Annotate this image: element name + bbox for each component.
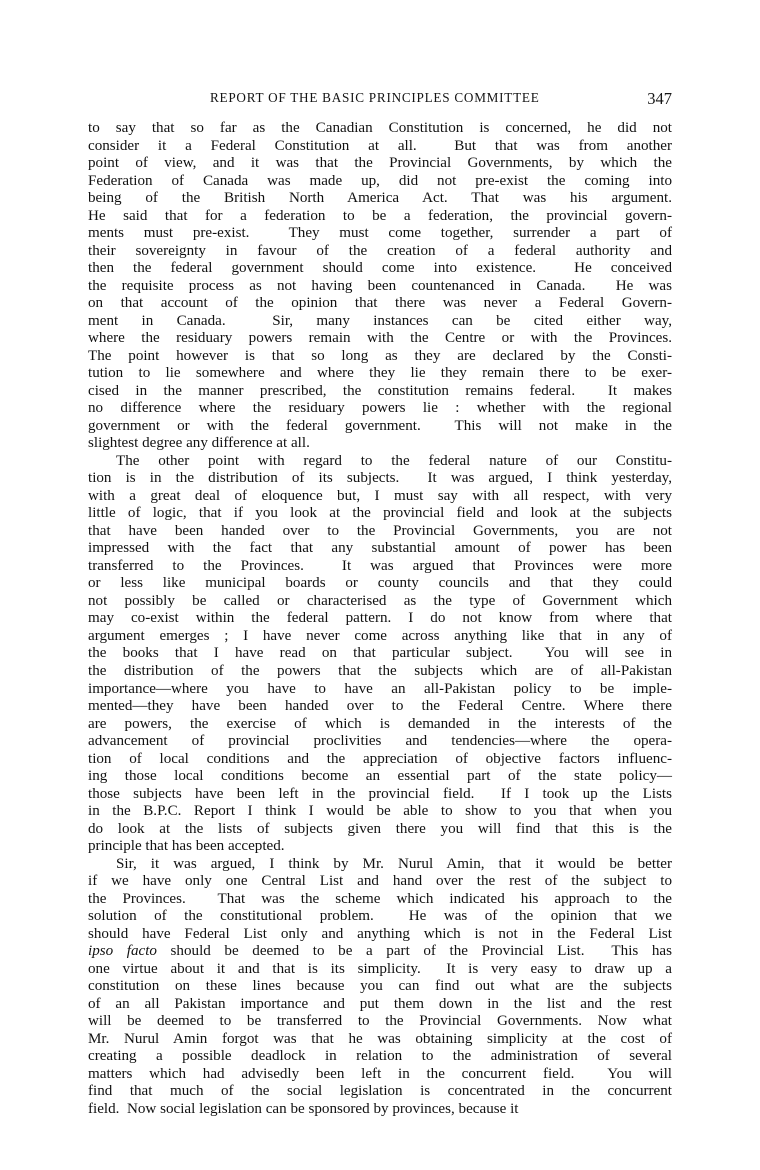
text-line: the Provinces. That was the scheme which indicated his approach to the [88, 890, 672, 907]
text-line: in the B.P.C. Report I think I would be able to show to you that when you [88, 803, 672, 820]
text-line: no difference where the residuary powers lie : whether with the regional [88, 400, 672, 417]
text-line: may co-exist within the federal pattern. I do not know from where that [88, 610, 672, 627]
text-line: Sir, it was argued, I think by Mr. Nurul Amin, that it would be better [116, 855, 672, 872]
text-line: ment in Canada. Sir, many instances can be cited either way, [88, 312, 672, 329]
text-line: consider it a Federal Constitution at all. But that was from another [88, 137, 672, 154]
text-line: creating a possible deadlock in relation to the administration of several [88, 1048, 672, 1065]
text-line: not possibly be called or characterised as the type of Government which [88, 592, 672, 609]
text-line: He said that for a federation to be a federation, the provincial govern- [88, 207, 672, 224]
text-line: tion is in the distribution of its subjects. It was argued, I think yesterday, [88, 470, 672, 487]
text-line: impressed with the fact that any substantial amount of power has been [88, 540, 672, 557]
text-line: ments must pre-exist. They must come together, surrender a part of [88, 225, 672, 242]
text-line: should have Federal List only and anything which is not in the Federal List [88, 925, 672, 942]
text-line: of an all Pakistan importance and put them down in the list and the rest [88, 995, 672, 1012]
text-line: do look at the lists of subjects given there you will find that this is the [88, 820, 672, 837]
text-line: or less like municipal boards or county councils and that they could [88, 575, 672, 592]
running-head-title: REPORT OF THE BASIC PRINCIPLES COMMITTEE [210, 90, 540, 105]
text-line: The point however is that so long as they are declared by the Consti- [88, 347, 672, 364]
text-line: one virtue about it and that is its simplicity. It is very easy to draw up a [88, 960, 672, 977]
body-text [88, 120, 672, 1118]
text-line: principle that has been accepted. [88, 838, 285, 855]
text-line: to say that so far as the Canadian Constitution is concerned, he did not [88, 120, 672, 136]
text-line: that have been handed over to the Provincial Governments, you are not [88, 522, 672, 539]
text-line: are powers, the exercise of which is demanded in the interests of the [88, 715, 672, 732]
text-line: government or with the federal government. This will not make in the [88, 417, 672, 434]
text-line: tution to lie somewhere and where they lie they remain there to be exer- [88, 365, 672, 382]
text-line: point of view, and it was that the Provincial Governments, by which the [88, 155, 672, 172]
running-head [88, 90, 672, 110]
text-line: advancement of provincial proclivities and tendencies—where the opera- [88, 733, 672, 750]
text-line: constitution on these lines because you can find out what are the subjects [88, 978, 672, 995]
text-line: solution of the constitutional problem. He was of the opinion that we [88, 908, 672, 925]
text-line: little of logic, that if you look at the provincial field and look at the subjects [88, 505, 672, 522]
text-line: the distribution of the powers that the subjects which are of all-Pakistan [88, 662, 672, 679]
text-line: The other point with regard to the federal nature of our Constitu- [116, 452, 672, 469]
text-line: being of the British North America Act. That was his argument. [88, 190, 672, 207]
text-line: argument emerges ; I have never come across anything like that in any of [88, 627, 672, 644]
text-line: will be deemed to be transferred to the Provincial Governments. Now what [88, 1013, 672, 1030]
text-line: matters which had advisedly been left in the concurrent field. You will [88, 1065, 672, 1082]
text-line: the books that I have read on that particular subject. You will see in [88, 645, 672, 662]
text-line: on that account of the opinion that there was never a Federal Govern- [88, 295, 672, 312]
text-line: the requisite process as not having been countenanced in Canada. He was [88, 277, 672, 294]
text-line: cised in the manner prescribed, the constitution remains federal. It makes [88, 382, 672, 399]
text-line: importance—where you have to have an all-Pakistan policy to be imple- [88, 680, 672, 697]
text-line: Federation of Canada was made up, did not pre-exist the coming into [88, 172, 672, 189]
paragraph [88, 120, 672, 453]
text-line: where the residuary powers remain with the Centre or with the Provinces. [88, 330, 672, 347]
text-line: transferred to the Provinces. It was argued that Provinces were more [88, 557, 672, 574]
text-line: with a great deal of eloquence but, I must say with all respect, with very [88, 487, 672, 504]
text-line: ipso facto should be deemed to be a part of the Provincial List. This has [88, 943, 672, 960]
text-line: those subjects have been left in the provincial field. If I took up the Lists [88, 785, 672, 802]
paragraph [88, 856, 672, 1119]
text-line: then the federal government should come into existence. He conceived [88, 260, 672, 277]
text-line: Mr. Nurul Amin forgot was that he was obtaining simplicity at the cost of [88, 1030, 672, 1047]
text-line: tion of local conditions and the appreciation of objective factors influenc- [88, 750, 672, 767]
text-line: mented—they have been handed over to the Federal Centre. Where there [88, 698, 672, 715]
text-line: field. Now social legislation can be sponsored by provinces, because it [88, 1100, 519, 1117]
text-line: if we have only one Central List and hand over the rest of the subject to [88, 873, 672, 890]
paragraph [88, 453, 672, 856]
page-number: 347 [647, 89, 672, 108]
text-line: their sovereignty in favour of the creation of a federal authority and [88, 242, 672, 259]
text-line: ing those local conditions become an essential part of the state policy— [88, 768, 672, 785]
text-line: slightest degree any difference at all. [88, 435, 310, 452]
text-line: find that much of the social legislation is concentrated in the concurrent [88, 1083, 672, 1100]
